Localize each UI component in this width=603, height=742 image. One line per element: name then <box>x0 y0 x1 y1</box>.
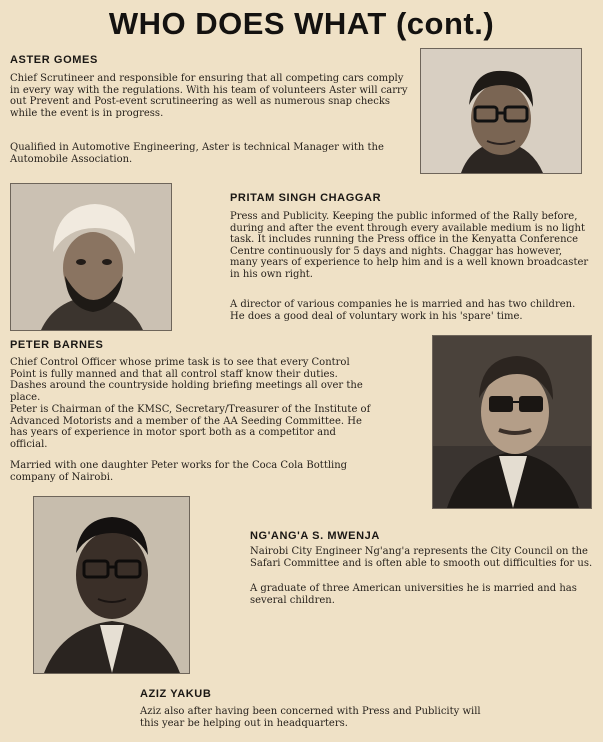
bio-paragraph: A director of various companies he is married and has two children. He does a good deal of voluntary work in his 'spare' time. <box>230 299 576 322</box>
portrait-photo-peter-barnes <box>432 335 592 509</box>
portrait-photo-icon <box>11 184 171 330</box>
portrait-photo-nganga-s-mwenja <box>33 496 190 674</box>
page-title: WHO DOES WHAT (cont.) <box>108 6 495 41</box>
bio-paragraph: Press and Publicity. Keeping the public informed of the Rally before, during and after the event through every available medium is no light task. It includes running the Press office in the Kenyatta Conference Centre continuously for 5 days and nights. Chaggar has however, many years of experience to help him and is a well known broadcaster in his own right. <box>230 211 589 280</box>
bio-paragraph: Qualified in Automotive Engineering, Aster is technical Manager with the Automobile Association. <box>10 142 384 165</box>
person-name-pritam-singh-chaggar: PRITAM SINGH CHAGGAR <box>230 192 382 204</box>
portrait-photo-icon <box>433 336 591 508</box>
bio-paragraph: Chief Scrutineer and responsible for ensuring that all competing cars comply in every way with the regulations. With his team of volunteers Aster will carry out Prevent and Post-event scrutineering as well as numerous snap checks while the event is in progress. <box>10 73 408 119</box>
person-name-nganga-s-mwenja: NG'ANG'A S. MWENJA <box>250 530 380 542</box>
portrait-photo-aster-gomes <box>420 48 582 174</box>
bio-paragraph: Aziz also after having been concerned with Press and Publicity will this year be helping out in headquarters. <box>140 706 481 729</box>
bio-paragraph: A graduate of three American universities he is married and has several children. <box>250 583 577 606</box>
portrait-photo-icon <box>421 49 581 173</box>
person-name-peter-barnes: PETER BARNES <box>10 339 104 351</box>
bio-paragraph: Married with one daughter Peter works for the Coca Cola Bottling company of Nairobi. <box>10 460 348 483</box>
portrait-photo-icon <box>34 497 189 673</box>
bio-paragraph: Peter is Chairman of the KMSC, Secretary/Treasurer of the Institute of Advanced Motorists and a member of the AA Seeding Committee. He has years of experience in motor sport both as a competitor and official. <box>10 404 371 450</box>
person-name-aziz-yakub: AZIZ YAKUB <box>140 688 212 700</box>
bio-paragraph: Chief Control Officer whose prime task is to see that every Control Point is fully manned and that all control staff know their duties. Dashes around the countryside holding briefing meetings all over the place. <box>10 357 363 403</box>
bio-paragraph: Nairobi City Engineer Ng'ang'a represents the City Council on the Safari Committee and is often able to smooth out difficulties for us. <box>250 546 593 569</box>
person-name-aster-gomes: ASTER GOMES <box>10 54 98 66</box>
portrait-photo-pritam-singh-chaggar <box>10 183 172 331</box>
